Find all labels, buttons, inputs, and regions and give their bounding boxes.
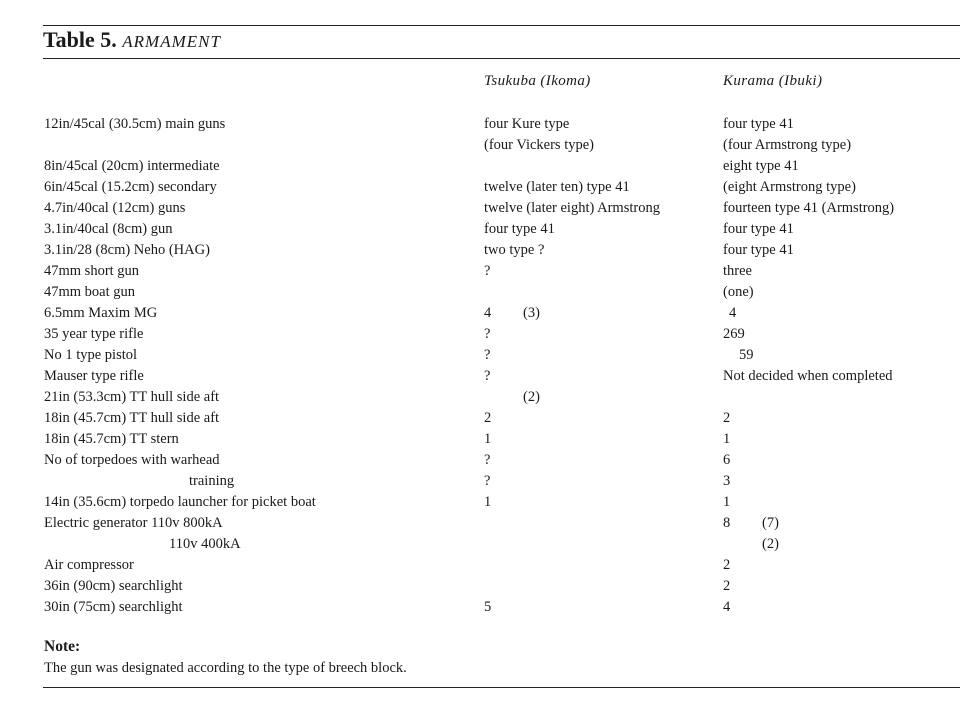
kurama-alt-value: (2) — [762, 536, 779, 552]
row-label: 18in (45.7cm) TT stern — [44, 431, 179, 447]
top-rule — [43, 25, 960, 26]
kurama-value: fourteen type 41 (Armstrong) — [723, 200, 895, 216]
table-row — [0, 534, 977, 555]
kurama-value: (four Armstrong type) — [723, 137, 852, 153]
row-label: 18in (45.7cm) TT hull side aft — [44, 410, 220, 426]
table-row — [0, 240, 977, 261]
kurama-value: four type 41 — [723, 242, 794, 258]
tsukuba-value: 4 — [484, 305, 492, 321]
table-row — [0, 576, 977, 597]
table-row — [0, 219, 977, 240]
kurama-value: 8 — [723, 515, 731, 531]
table-row — [0, 450, 977, 471]
kurama-value: (one) — [723, 284, 754, 300]
tsukuba-value: two type ? — [484, 242, 545, 258]
row-label: 14in (35.6cm) torpedo launcher for picket boat — [44, 494, 316, 510]
table-row — [0, 471, 977, 492]
row-label: 6.5mm Maxim MG — [44, 305, 158, 321]
table-title-name: ARMAMENT — [122, 32, 221, 51]
table-row — [0, 555, 977, 576]
table-row — [0, 135, 977, 156]
row-label: 6in/45cal (15.2cm) secondary — [44, 179, 217, 195]
tsukuba-value: twelve (later ten) type 41 — [484, 179, 630, 195]
table-row — [0, 345, 977, 366]
table-title-number: Table 5. — [43, 27, 117, 52]
table-row — [0, 513, 977, 534]
tsukuba-value: ? — [484, 263, 491, 279]
kurama-value: 2 — [723, 410, 731, 426]
tsukuba-value: ? — [484, 368, 491, 384]
kurama-value: 2 — [723, 578, 731, 594]
tsukuba-value: twelve (later eight) Armstrong — [484, 200, 660, 216]
kurama-value: 6 — [723, 452, 731, 468]
table-title — [43, 27, 221, 53]
tsukuba-value: ? — [484, 326, 491, 342]
row-label: training — [189, 473, 235, 489]
kurama-value: 4 — [723, 599, 731, 615]
kurama-value: four type 41 — [723, 116, 794, 132]
tsukuba-value: 1 — [484, 431, 492, 447]
kurama-value: 1 — [723, 494, 731, 510]
table-row — [0, 387, 977, 408]
row-label: 21in (53.3cm) TT hull side aft — [44, 389, 220, 405]
row-label: 36in (90cm) searchlight — [44, 578, 183, 594]
kurama-value: three — [723, 263, 752, 279]
kurama-value: 59 — [739, 347, 754, 363]
row-label: Electric generator 110v 800kA — [44, 515, 223, 531]
table-row — [0, 324, 977, 345]
kurama-value: 4 — [729, 305, 737, 321]
tsukuba-value: four type 41 — [484, 221, 555, 237]
armament-table — [0, 114, 977, 618]
table-row — [0, 597, 977, 618]
kurama-value: 1 — [723, 431, 731, 447]
table-row — [0, 282, 977, 303]
tsukuba-value: four Kure type — [484, 116, 570, 132]
row-label: No of torpedoes with warhead — [44, 452, 220, 468]
row-label: 3.1in/28 (8cm) Neho (HAG) — [44, 242, 210, 258]
table-row — [0, 408, 977, 429]
row-label: 4.7in/40cal (12cm) guns — [44, 200, 186, 216]
tsukuba-value: 5 — [484, 599, 492, 615]
row-label: 110v 400kA — [169, 536, 241, 552]
tsukuba-value: ? — [484, 347, 491, 363]
kurama-value: eight type 41 — [723, 158, 799, 174]
column-heading-kurama: Kurama (Ibuki) — [723, 73, 823, 89]
note-text: The gun was designated according to the type of breech block. — [44, 660, 407, 676]
tsukuba-value: (four Vickers type) — [484, 137, 594, 153]
column-heading-tsukuba: Tsukuba (Ikoma) — [484, 73, 591, 89]
table-row — [0, 114, 977, 135]
table-row — [0, 303, 977, 324]
row-label: 8in/45cal (20cm) intermediate — [44, 158, 220, 174]
tsukuba-value: 1 — [484, 494, 492, 510]
row-label: No 1 type pistol — [44, 347, 138, 363]
tsukuba-value: ? — [484, 473, 491, 489]
table-row — [0, 366, 977, 387]
kurama-value: 3 — [723, 473, 731, 489]
table-row — [0, 429, 977, 450]
tsukuba-value: 2 — [484, 410, 492, 426]
kurama-value: 2 — [723, 557, 731, 573]
kurama-value: 269 — [723, 326, 745, 342]
table-row — [0, 198, 977, 219]
table-row — [0, 261, 977, 282]
tsukuba-alt-value: (3) — [523, 305, 540, 321]
row-label: Air compressor — [44, 557, 134, 573]
row-label: 3.1in/40cal (8cm) gun — [44, 221, 173, 237]
row-label: 35 year type rifle — [44, 326, 144, 342]
bottom-rule — [43, 687, 960, 688]
note-heading: Note: — [44, 638, 81, 655]
table-row — [0, 492, 977, 513]
tsukuba-value: ? — [484, 452, 491, 468]
row-label: 47mm short gun — [44, 263, 140, 279]
row-label: 12in/45cal (30.5cm) main guns — [44, 116, 226, 132]
title-rule — [43, 58, 960, 59]
row-label: Mauser type rifle — [44, 368, 144, 384]
tsukuba-alt-value: (2) — [523, 389, 540, 405]
kurama-alt-value: (7) — [762, 515, 779, 531]
row-label: 30in (75cm) searchlight — [44, 599, 183, 615]
kurama-value: (eight Armstrong type) — [723, 179, 856, 195]
row-label: 47mm boat gun — [44, 284, 136, 300]
table-row — [0, 177, 977, 198]
table-row — [0, 156, 977, 177]
kurama-value: Not decided when completed — [723, 368, 893, 384]
kurama-value: four type 41 — [723, 221, 794, 237]
